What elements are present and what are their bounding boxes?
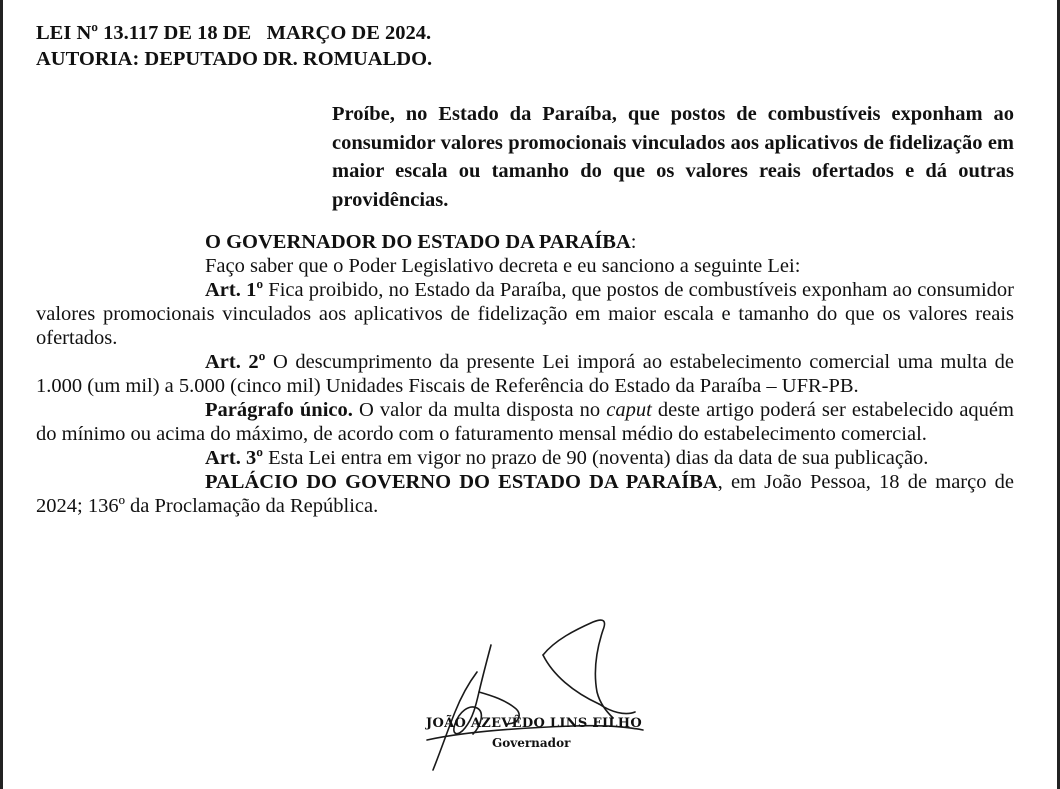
- enactment-clause: Faço saber que o Poder Legislativo decreta e eu sanciono a seguinte Lei:: [205, 255, 801, 277]
- article-1-label: Art. 1º: [205, 279, 264, 301]
- sole-paragraph: [36, 398, 1014, 446]
- article-3-label: Art. 3º: [205, 447, 263, 469]
- article-1-text: Fica proibido, no Estado da Paraíba, que postos de combustíveis exponham ao consumidor valores promocionais vinculados aos aplicativos de fidelização em maior escala e tamanho do que os valores reais ofertados.: [36, 279, 1015, 349]
- signatory-name: JOÃO AZEVÊDO LINS FILHO: [426, 716, 642, 731]
- governor-heading: O GOVERNADOR DO ESTADO DA PARAÍBA: [205, 231, 631, 253]
- signatory-title: Governador: [492, 736, 571, 750]
- signature-block: [403, 600, 663, 789]
- article-2-label: Art. 2º: [205, 351, 266, 373]
- palace-label: PALÁCIO DO GOVERNO DO ESTADO DA PARAÍBA: [205, 471, 718, 493]
- sole-paragraph-text-2: deste artigo poderá ser estabelecido aquém do mínimo ou acima do máximo, de acordo com o faturamento mensal médio do estabelecimento comercial.: [36, 399, 1014, 445]
- article-3: [36, 446, 1014, 470]
- article-1: [36, 278, 1014, 350]
- law-number: LEI Nº 13.117 DE 18 DE MARÇO DE 2024.: [36, 22, 432, 44]
- article-2-text: O descumprimento da presente Lei imporá ao estabelecimento comercial uma multa de 1.000 (um mil) a 5.000 (cinco mil) Unidades Fiscais de Referência do Estado da Paraíba – UFR-PB.: [36, 351, 1014, 397]
- law-body: [36, 230, 1014, 518]
- palace-closing: [36, 470, 1014, 518]
- article-2: [36, 350, 1014, 398]
- law-ementa: Proíbe, no Estado da Paraíba, que postos de combustíveis exponham ao consumidor valores promocionais vinculados aos aplicativos de fidelização em maior escala ou tamanho do que os valores reais ofertados e dá outras providências.: [332, 103, 1014, 211]
- sole-paragraph-label: Parágrafo único.: [205, 399, 353, 421]
- law-authorship: AUTORIA: DEPUTADO DR. ROMUALDO.: [36, 48, 433, 70]
- law-header: [36, 20, 432, 72]
- sole-paragraph-text-1: O valor da multa disposta no: [352, 399, 607, 421]
- handwritten-signature: [403, 600, 663, 789]
- article-3-text: Esta Lei entra em vigor no prazo de 90 (noventa) dias da data de sua publicação.: [263, 447, 929, 469]
- palace-text: , em João Pessoa, 18 de março de 2024; 136º da Proclamação da República.: [36, 471, 1015, 517]
- governor-heading-colon: :: [630, 231, 637, 253]
- governor-heading-line: [36, 230, 1014, 254]
- caput-term: caput: [606, 399, 652, 421]
